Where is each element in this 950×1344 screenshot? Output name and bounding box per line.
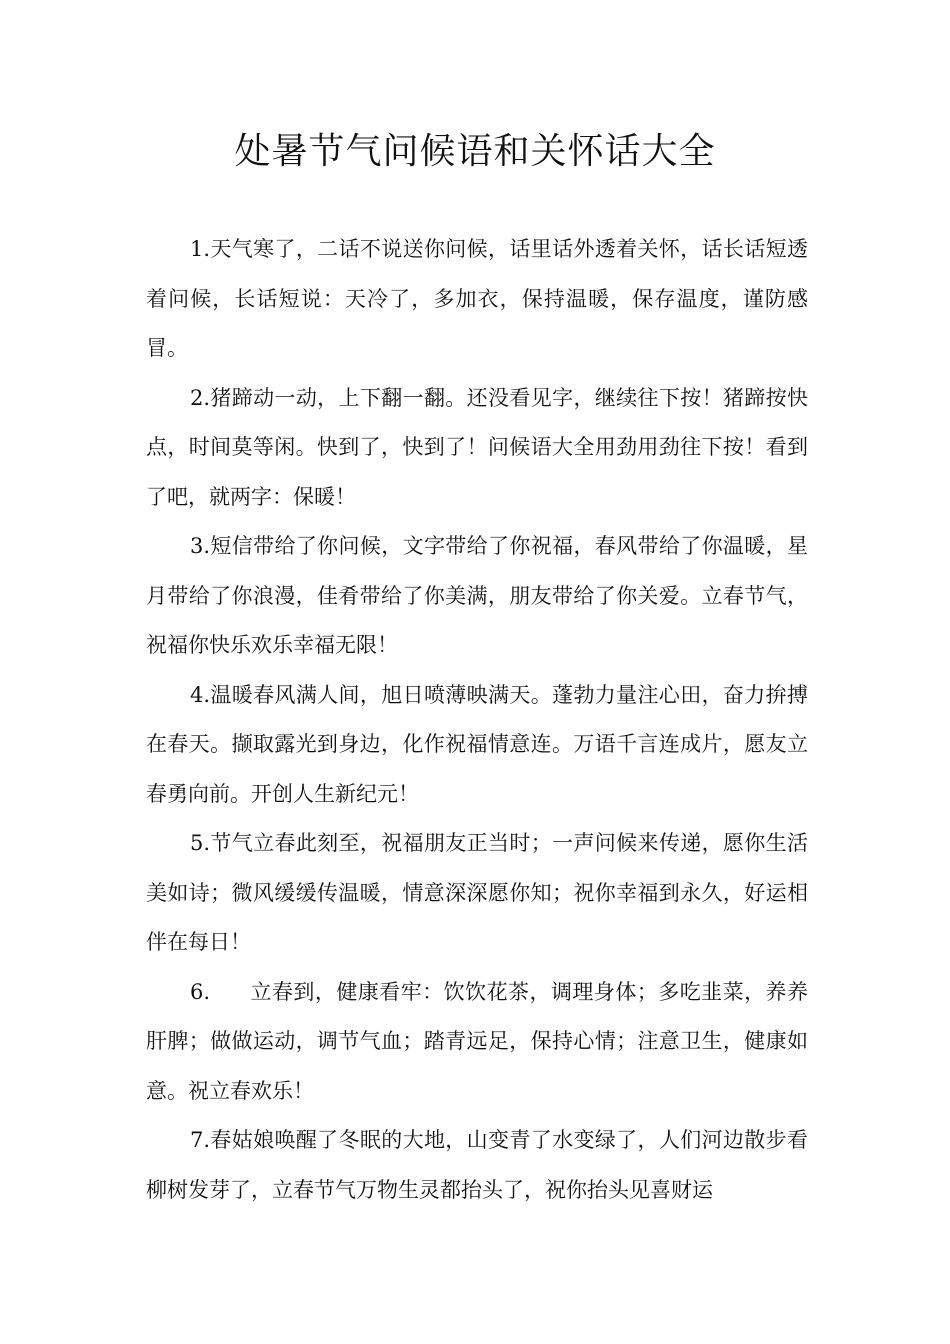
paragraph-number: 3. — [190, 534, 211, 558]
paragraph-number: 7. — [190, 1128, 211, 1152]
paragraph-number: 5. — [190, 831, 211, 855]
paragraph-text: 春姑娘唤醒了冬眠的大地，山变青了水变绿了，人们河边散步看柳树发芽了，立春节气万物生灵都抬头了，祝你抬头见喜财运 — [146, 1128, 808, 1202]
document-body — [146, 225, 808, 1215]
paragraph-3 — [146, 522, 808, 671]
paragraph-6 — [146, 968, 808, 1117]
paragraph-text: 节气立春此刻至，祝福朋友正当时；一声问候来传递，愿你生活美如诗；微风缓缓传温暖，情意深深愿你知；祝你幸福到永久，好运相伴在每日！ — [146, 831, 808, 954]
paragraph-text: 天气寒了，二话不说送你问候，话里话外透着关怀，话长话短透着问候，长话短说：天冷了，多加衣，保持温暖，保存温度，谨防感冒。 — [146, 237, 808, 360]
paragraph-2 — [146, 374, 808, 523]
paragraph-text: 短信带给了你问候，文字带给了你祝福，春风带给了你温暖，星月带给了你浪漫，佳肴带给了你美满，朋友带给了你关爱。立春节气，祝福你快乐欢乐幸福无限！ — [146, 534, 808, 657]
document-title: 处暑节气问候语和关怀话大全 — [234, 131, 716, 172]
paragraph-number: 2. — [190, 385, 211, 410]
paragraph-7 — [146, 1116, 808, 1215]
paragraph-number: 6. — [190, 979, 211, 1004]
paragraph-1 — [146, 225, 808, 374]
paragraph-number: 4. — [190, 682, 211, 707]
paragraph-number: 1. — [190, 237, 211, 261]
paragraph-5 — [146, 819, 808, 968]
paragraph-text: 温暖春风满人间，旭日喷薄映满天。蓬勃力量注心田，奋力拚搏在春天。撷取露光到身边，化作祝福情意连。万语千言连成片，愿友立春勇向前。开创人生新纪元！ — [146, 682, 808, 806]
paragraph-text: 猪蹄动一动，上下翻一翻。还没看见字，继续往下按！猪蹄按快点，时间莫等闲。快到了，快到了！问候语大全用劲用劲往下按！看到了吧，就两字：保暖！ — [146, 385, 808, 509]
paragraph-4 — [146, 671, 808, 820]
paragraph-text: 立春到，健康看牢：饮饮花茶，调理身体；多吃韭菜，养养肝脾；做做运动，调节气血；踏青远足，保持心情；注意卫生，健康如意。祝立春欢乐！ — [146, 979, 808, 1103]
